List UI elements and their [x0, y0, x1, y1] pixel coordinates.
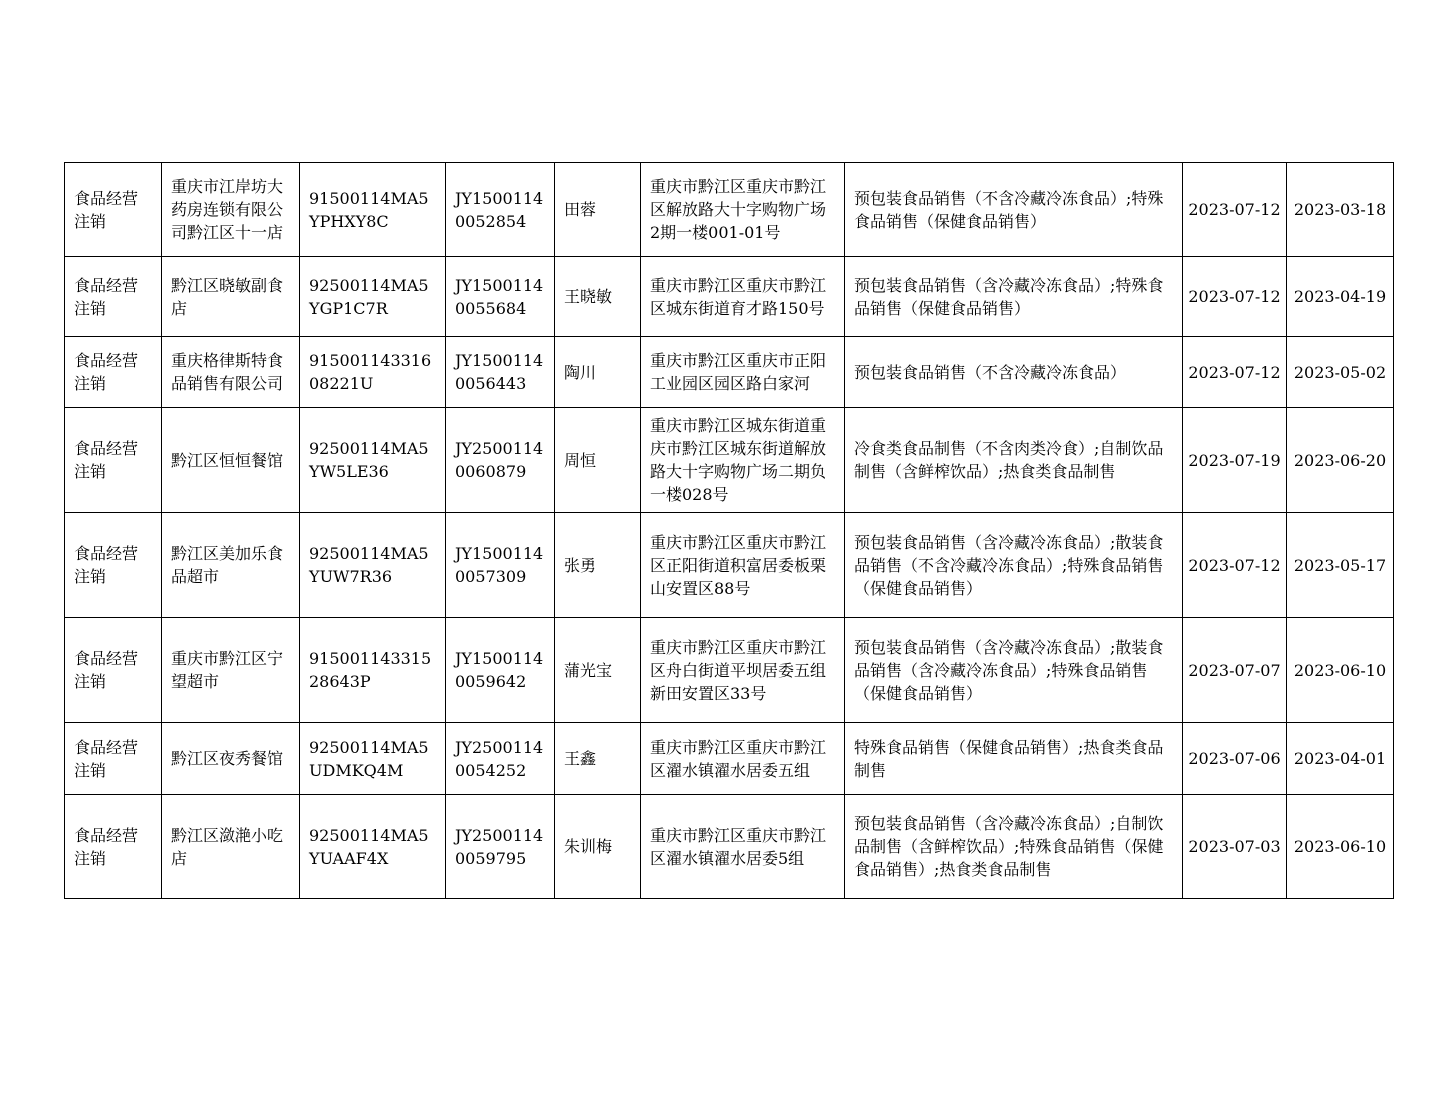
cell-scope: 预包装食品销售（不含冷藏冷冻食品）;特殊食品销售（保健食品销售） — [845, 163, 1183, 257]
cell-person: 田蓉 — [555, 163, 641, 257]
cell-type: 食品经营注销 — [65, 795, 162, 899]
cell-license-no: JY25001140059795 — [446, 795, 555, 899]
cell-type: 食品经营注销 — [65, 163, 162, 257]
cell-name: 黔江区恒恒餐馆 — [162, 408, 300, 513]
cell-address: 重庆市黔江区重庆市黔江区濯水镇濯水居委5组 — [641, 795, 845, 899]
cell-issue-date: 2023-05-02 — [1287, 337, 1394, 408]
table-row — [65, 513, 1394, 618]
cell-person: 张勇 — [555, 513, 641, 618]
cell-name: 重庆格律斯特食品销售有限公司 — [162, 337, 300, 408]
table-row — [65, 795, 1394, 899]
cell-scope: 特殊食品销售（保健食品销售）;热食类食品制售 — [845, 723, 1183, 795]
table-row — [65, 618, 1394, 723]
table-row — [65, 337, 1394, 408]
cell-license-no: JY15001140055684 — [446, 257, 555, 337]
cell-type: 食品经营注销 — [65, 618, 162, 723]
cell-person: 陶川 — [555, 337, 641, 408]
cell-type: 食品经营注销 — [65, 337, 162, 408]
cell-license-no: JY15001140057309 — [446, 513, 555, 618]
cell-cancel-date: 2023-07-07 — [1183, 618, 1287, 723]
cell-issue-date: 2023-04-01 — [1287, 723, 1394, 795]
table-row — [65, 723, 1394, 795]
cell-type: 食品经营注销 — [65, 257, 162, 337]
license-cancellation-table — [64, 162, 1394, 899]
cell-person: 王晓敏 — [555, 257, 641, 337]
cell-name: 重庆市江岸坊大药房连锁有限公司黔江区十一店 — [162, 163, 300, 257]
cell-issue-date: 2023-05-17 — [1287, 513, 1394, 618]
cell-issue-date: 2023-04-19 — [1287, 257, 1394, 337]
cell-issue-date: 2023-06-10 — [1287, 618, 1394, 723]
cell-issue-date: 2023-06-20 — [1287, 408, 1394, 513]
cell-scope: 预包装食品销售（含冷藏冷冻食品）;散装食品销售（含冷藏冷冻食品）;特殊食品销售（保健食品销售） — [845, 618, 1183, 723]
table-row — [65, 257, 1394, 337]
cell-type: 食品经营注销 — [65, 513, 162, 618]
cell-person: 周恒 — [555, 408, 641, 513]
cell-cancel-date: 2023-07-06 — [1183, 723, 1287, 795]
cell-scope: 冷食类食品制售（不含肉类冷食）;自制饮品制售（含鲜榨饮品）;热食类食品制售 — [845, 408, 1183, 513]
cell-cancel-date: 2023-07-12 — [1183, 513, 1287, 618]
cell-address: 重庆市黔江区重庆市黔江区正阳街道积富居委板栗山安置区88号 — [641, 513, 845, 618]
cell-address: 重庆市黔江区重庆市黔江区城东街道育才路150号 — [641, 257, 845, 337]
cell-address: 重庆市黔江区重庆市黔江区濯水镇濯水居委五组 — [641, 723, 845, 795]
cell-name: 黔江区美加乐食品超市 — [162, 513, 300, 618]
cell-license-no: JY15001140059642 — [446, 618, 555, 723]
cell-credit-code: 92500114MA5UDMKQ4M — [300, 723, 446, 795]
cell-person: 朱训梅 — [555, 795, 641, 899]
cell-person: 王鑫 — [555, 723, 641, 795]
table-row — [65, 408, 1394, 513]
cell-cancel-date: 2023-07-12 — [1183, 337, 1287, 408]
cell-license-no: JY15001140052854 — [446, 163, 555, 257]
cell-address: 重庆市黔江区重庆市黔江区舟白街道平坝居委五组新田安置区33号 — [641, 618, 845, 723]
cell-issue-date: 2023-03-18 — [1287, 163, 1394, 257]
cell-issue-date: 2023-06-10 — [1287, 795, 1394, 899]
cell-cancel-date: 2023-07-03 — [1183, 795, 1287, 899]
cell-person: 蒲光宝 — [555, 618, 641, 723]
cell-scope: 预包装食品销售（含冷藏冷冻食品）;特殊食品销售（保健食品销售） — [845, 257, 1183, 337]
cell-name: 黔江区晓敏副食店 — [162, 257, 300, 337]
cell-name: 黔江区夜秀餐馆 — [162, 723, 300, 795]
cell-address: 重庆市黔江区重庆市黔江区解放路大十字购物广场2期一楼001-01号 — [641, 163, 845, 257]
cell-credit-code: 92500114MA5YGP1C7R — [300, 257, 446, 337]
cell-credit-code: 91500114331528643P — [300, 618, 446, 723]
cell-license-no: JY25001140054252 — [446, 723, 555, 795]
cell-address: 重庆市黔江区重庆市正阳工业园区园区路白家河 — [641, 337, 845, 408]
cell-type: 食品经营注销 — [65, 408, 162, 513]
cell-license-no: JY25001140060879 — [446, 408, 555, 513]
cell-cancel-date: 2023-07-19 — [1183, 408, 1287, 513]
cell-scope: 预包装食品销售（含冷藏冷冻食品）;自制饮品制售（含鲜榨饮品）;特殊食品销售（保健食品销售）;热食类食品制售 — [845, 795, 1183, 899]
cell-scope: 预包装食品销售（含冷藏冷冻食品）;散装食品销售（不含冷藏冷冻食品）;特殊食品销售（保健食品销售） — [845, 513, 1183, 618]
cell-credit-code: 92500114MA5YW5LE36 — [300, 408, 446, 513]
cell-credit-code: 91500114MA5YPHXY8C — [300, 163, 446, 257]
cell-cancel-date: 2023-07-12 — [1183, 163, 1287, 257]
cell-name: 重庆市黔江区宁望超市 — [162, 618, 300, 723]
cell-credit-code: 91500114331608221U — [300, 337, 446, 408]
table-row — [65, 163, 1394, 257]
cell-credit-code: 92500114MA5YUW7R36 — [300, 513, 446, 618]
cell-license-no: JY15001140056443 — [446, 337, 555, 408]
cell-credit-code: 92500114MA5YUAAF4X — [300, 795, 446, 899]
cell-scope: 预包装食品销售（不含冷藏冷冻食品） — [845, 337, 1183, 408]
cell-type: 食品经营注销 — [65, 723, 162, 795]
cell-cancel-date: 2023-07-12 — [1183, 257, 1287, 337]
cell-address: 重庆市黔江区城东街道重庆市黔江区城东街道解放路大十字购物广场二期负一楼028号 — [641, 408, 845, 513]
cell-name: 黔江区潋滟小吃店 — [162, 795, 300, 899]
